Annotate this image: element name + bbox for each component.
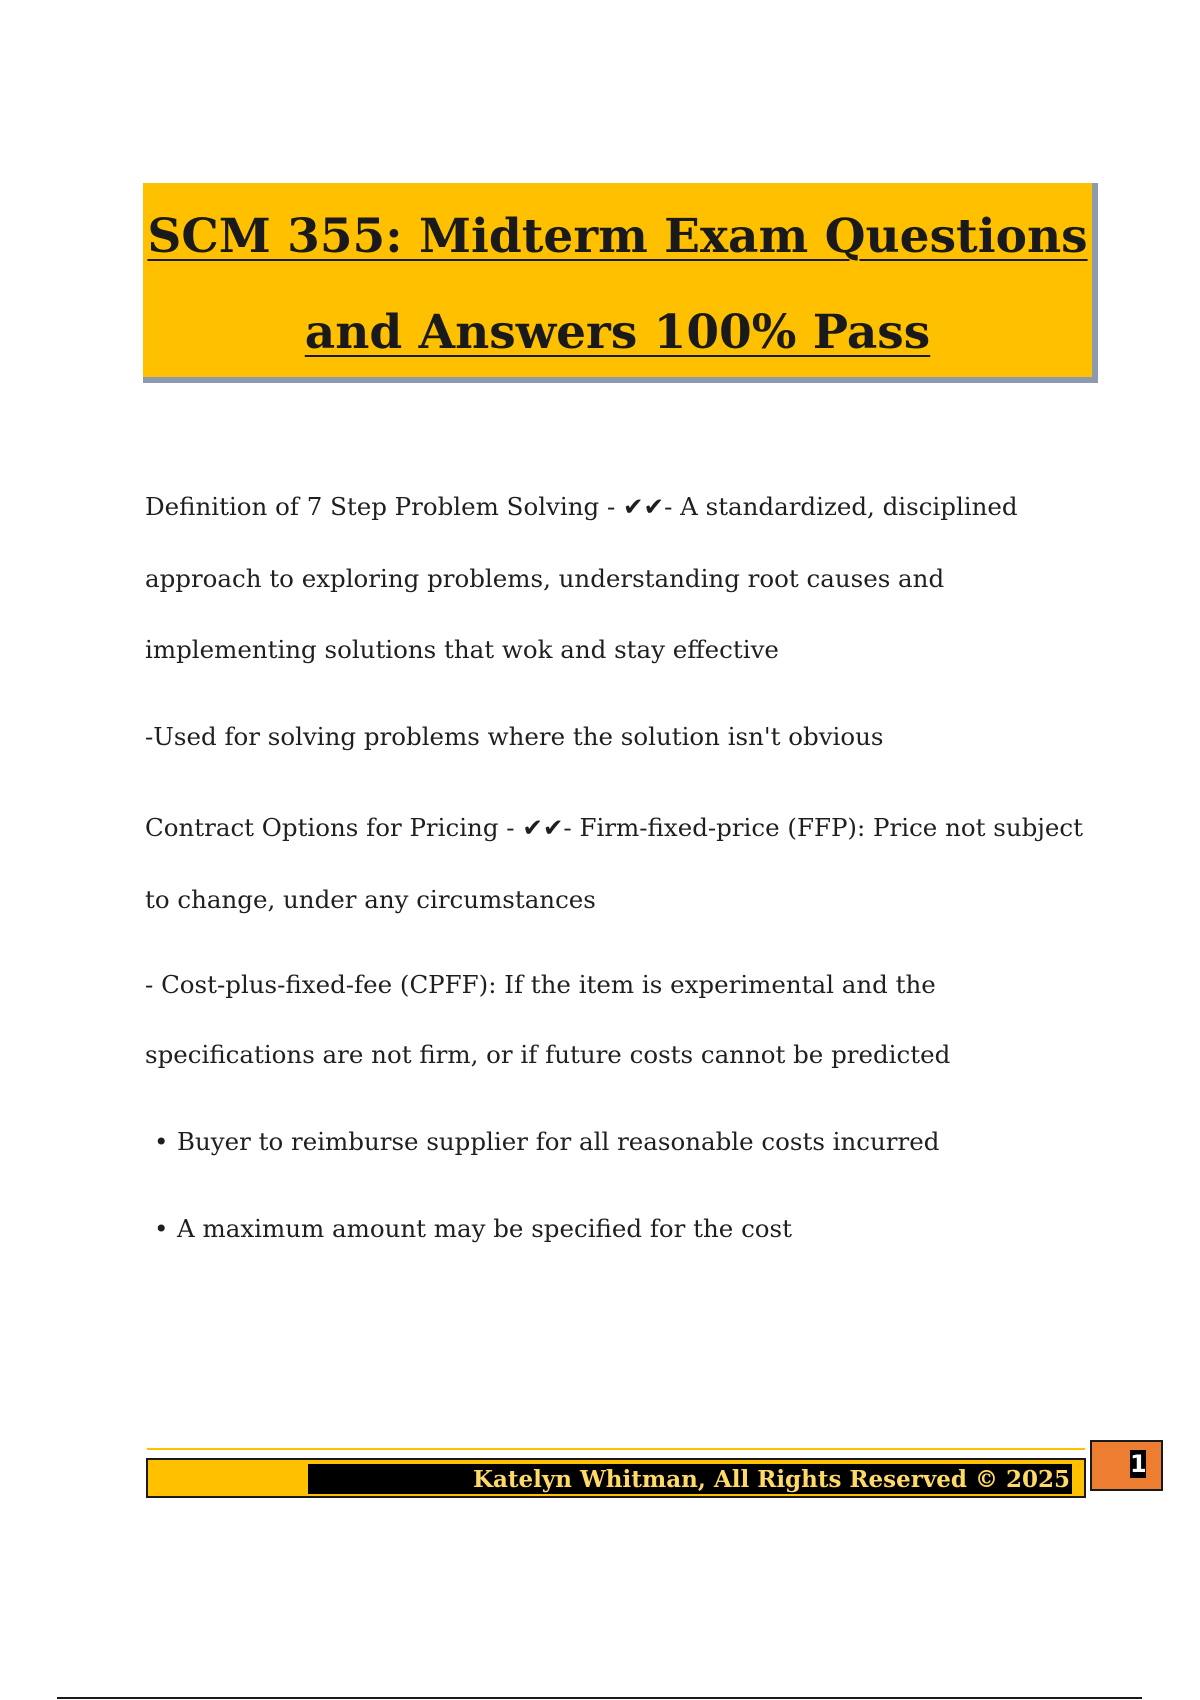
paragraph-line: approach to exploring problems, understanding root causes and [145, 564, 945, 593]
list-item-text: A maximum amount may be specified for the cost [177, 1214, 792, 1243]
bullet-icon: • [154, 1127, 169, 1156]
page-title-line-2: and Answers 100% Pass [304, 305, 931, 360]
footer-divider [147, 1448, 1085, 1450]
paragraph-line: Contract Options for Pricing - ✔✔- Firm-fixed-price (FFP): Price not subject [145, 813, 1083, 842]
page-number: 1 [1130, 1450, 1147, 1478]
paragraph-line: -Used for solving problems where the solution isn't obvious [145, 722, 884, 751]
page-number-box [1090, 1440, 1163, 1491]
page-title-line-1: SCM 355: Midterm Exam Questions [147, 209, 1088, 264]
list-item-text: Buyer to reimburse supplier for all reasonable costs incurred [177, 1127, 940, 1156]
bullet-icon: • [154, 1214, 169, 1243]
page-bottom-divider [57, 1697, 1142, 1699]
paragraph-line: Definition of 7 Step Problem Solving - ✔✔- A standardized, disciplined [145, 492, 1018, 521]
paragraph-line: - Cost-plus-fixed-fee (CPFF): If the item is experimental and the [145, 970, 936, 999]
list-item [154, 1214, 792, 1243]
paragraph-line: specifications are not firm, or if future costs cannot be predicted [145, 1040, 951, 1069]
footer-copyright: Katelyn Whitman, All Rights Reserved © 2025 [473, 1466, 1070, 1493]
paragraph-line: implementing solutions that wok and stay effective [145, 635, 779, 664]
title-banner [143, 183, 1098, 383]
paragraph-line: to change, under any circumstances [145, 885, 596, 914]
footer-bar [146, 1458, 1086, 1498]
list-item [154, 1127, 939, 1156]
